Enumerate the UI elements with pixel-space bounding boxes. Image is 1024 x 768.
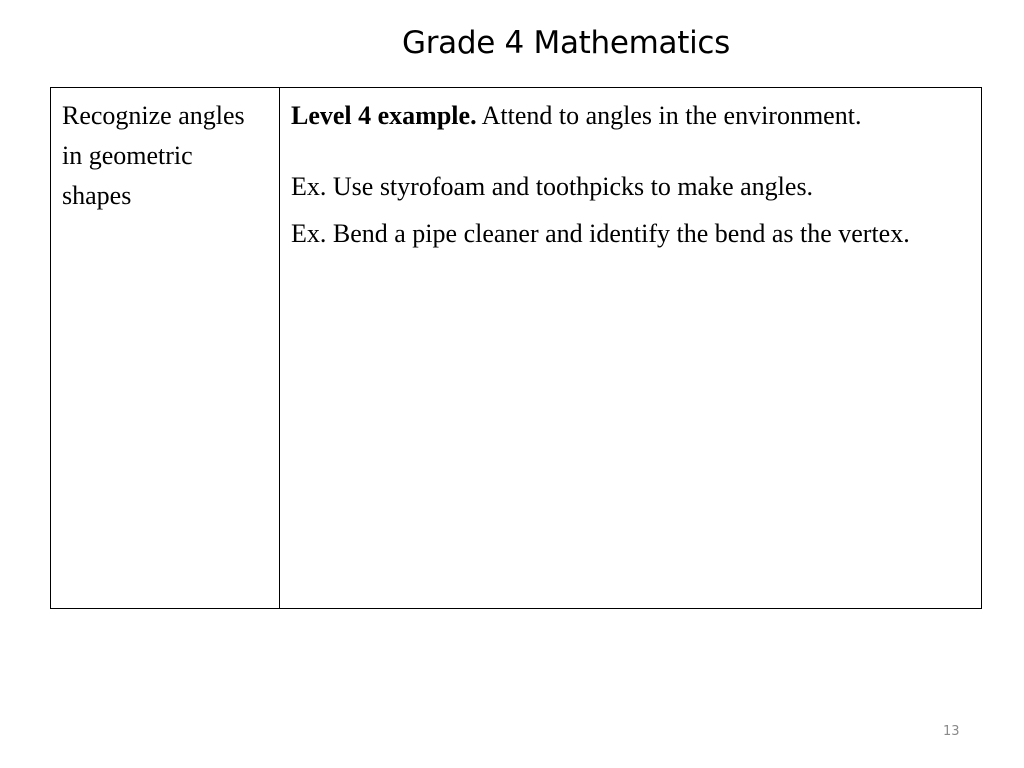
level-example bbox=[291, 95, 969, 137]
slide-title: Grade 4 Mathematics bbox=[401, 25, 731, 61]
level-text: Attend to angles in the environment. bbox=[476, 101, 862, 130]
skill-cell bbox=[51, 88, 280, 609]
table-row bbox=[51, 88, 982, 609]
level-label: Level 4 example. bbox=[291, 101, 477, 130]
page-number: 13 bbox=[943, 724, 960, 739]
content-table bbox=[50, 87, 982, 609]
skill-text: Recognize angles in geometric shapes bbox=[62, 101, 245, 210]
example-list bbox=[291, 163, 969, 257]
example-item: Ex. Use styrofoam and toothpicks to make angles. bbox=[291, 172, 814, 201]
example-cell bbox=[280, 88, 982, 609]
example-item: Ex. Bend a pipe cleaner and identify the bend as the vertex. bbox=[291, 219, 910, 248]
